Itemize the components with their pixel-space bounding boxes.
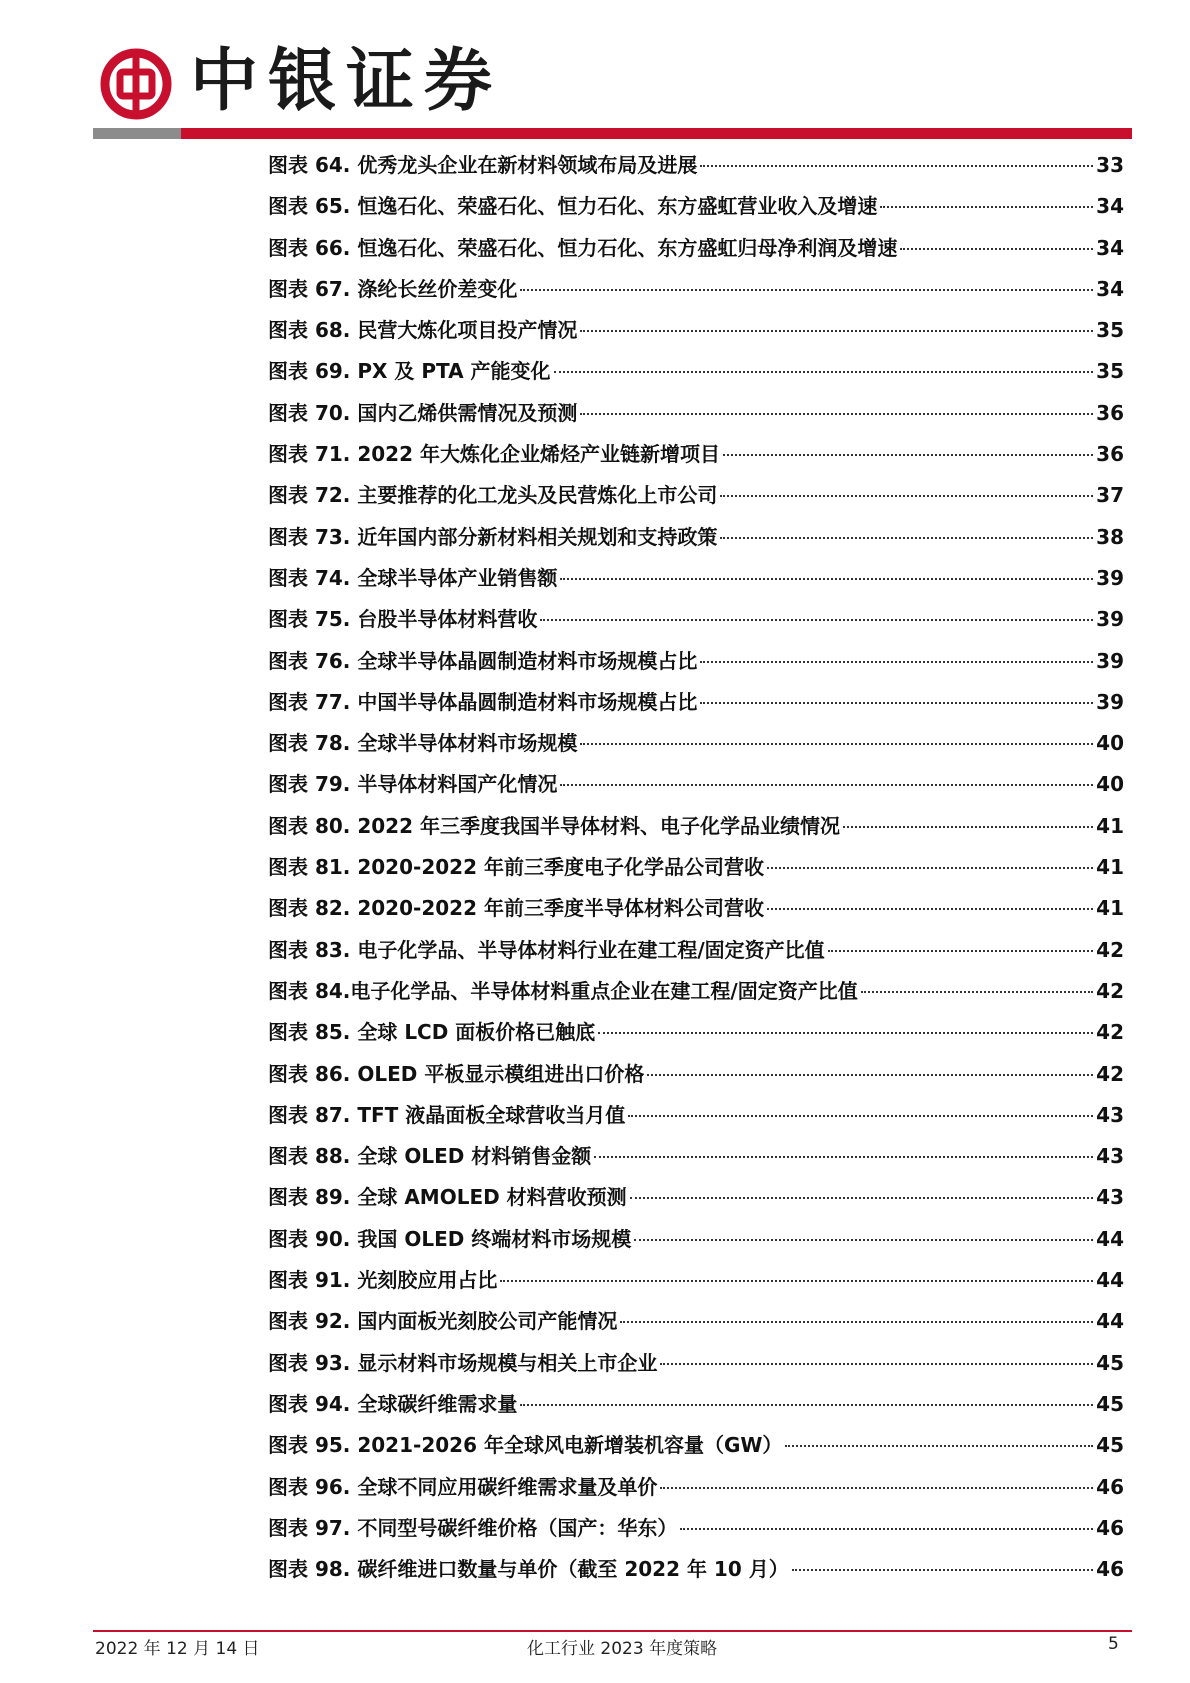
toc-entry-page: 34 xyxy=(1096,235,1124,260)
toc-entry[interactable] xyxy=(268,310,1124,351)
toc-entry-page: 44 xyxy=(1096,1226,1124,1251)
toc-entry-page: 43 xyxy=(1096,1144,1124,1169)
toc-entry-page: 39 xyxy=(1096,607,1124,632)
toc-entry-label: 图表 76. 全球半导体晶圆制造材料市场规模占比 xyxy=(268,648,698,673)
toc-leader-dots xyxy=(861,991,1093,993)
toc-entry-label: 图表 69. PX 及 PTA 产能变化 xyxy=(268,359,551,384)
toc-entry-label: 图表 67. 涤纶长丝价差变化 xyxy=(268,276,518,301)
toc-entry-label: 图表 90. 我国 OLED 终端材料市场规模 xyxy=(268,1226,632,1251)
footer-date: 2022 年 12 月 14 日 xyxy=(95,1639,260,1659)
toc-entry-page: 33 xyxy=(1096,153,1124,177)
toc-entry-page: 44 xyxy=(1096,1268,1124,1293)
toc-entry[interactable] xyxy=(268,475,1124,516)
toc-entry-page: 45 xyxy=(1096,1350,1124,1375)
toc-leader-dots xyxy=(630,1197,1093,1199)
toc-entry[interactable] xyxy=(268,764,1124,805)
toc-entry[interactable] xyxy=(268,1012,1124,1053)
toc-entry-label: 图表 78. 全球半导体材料市场规模 xyxy=(268,731,578,756)
toc-leader-dots xyxy=(700,702,1093,704)
toc-leader-dots xyxy=(900,248,1093,250)
toc-leader-dots xyxy=(700,661,1093,663)
toc-entry-label: 图表 73. 近年国内部分新材料相关规划和支持政策 xyxy=(268,524,718,549)
toc-entry-label: 图表 96. 全球不同应用碳纤维需求量及单价 xyxy=(268,1474,658,1499)
header-divider-red xyxy=(181,128,1132,139)
toc-leader-dots xyxy=(785,1445,1093,1447)
toc-leader-dots xyxy=(660,1487,1093,1489)
toc-entry-label: 图表 98. 碳纤维进口数量与单价（截至 2022 年 10 月） xyxy=(268,1557,789,1582)
toc-entry[interactable] xyxy=(268,806,1124,847)
toc-entry[interactable] xyxy=(268,351,1124,392)
toc-entry-page: 34 xyxy=(1096,194,1124,219)
toc-entry-page: 37 xyxy=(1096,483,1124,508)
toc-entry-page: 39 xyxy=(1096,648,1124,673)
toc-entry-page: 42 xyxy=(1096,937,1124,962)
toc-leader-dots xyxy=(828,950,1093,952)
toc-entry-label: 图表 82. 2020-2022 年前三季度半导体材料公司营收 xyxy=(268,896,764,921)
toc-entry-label: 图表 74. 全球半导体产业销售额 xyxy=(268,565,558,590)
footer-report-title: 化工行业 2023 年度策略 xyxy=(527,1639,718,1659)
header-divider-gray xyxy=(93,128,181,139)
toc-entry[interactable] xyxy=(268,1508,1124,1549)
toc-entry-page: 34 xyxy=(1096,276,1124,301)
toc-entry[interactable] xyxy=(268,228,1124,269)
toc-leader-dots xyxy=(634,1239,1093,1241)
toc-entry-page: 40 xyxy=(1096,772,1124,797)
toc-entry[interactable] xyxy=(268,1219,1124,1260)
footer-page-number: 5 xyxy=(1108,1634,1119,1654)
toc-entry-page: 42 xyxy=(1096,1061,1124,1086)
toc-leader-dots xyxy=(767,867,1093,869)
toc-leader-dots xyxy=(560,784,1093,786)
toc-entry[interactable] xyxy=(268,971,1124,1012)
toc-leader-dots xyxy=(620,1321,1093,1323)
toc-entry[interactable] xyxy=(268,1549,1124,1590)
toc-leader-dots xyxy=(540,619,1093,621)
toc-leader-dots xyxy=(580,330,1093,332)
toc-entry[interactable] xyxy=(268,847,1124,888)
toc-entry[interactable] xyxy=(268,888,1124,929)
toc-entry-label: 图表 65. 恒逸石化、荣盛石化、恒力石化、东方盛虹营业收入及增速 xyxy=(268,194,878,219)
toc-entry-label: 图表 95. 2021-2026 年全球风电新增装机容量（GW） xyxy=(268,1433,783,1458)
toc-entry-label: 图表 68. 民营大炼化项目投产情况 xyxy=(268,318,578,343)
toc-entry-label: 图表 94. 全球碳纤维需求量 xyxy=(268,1391,518,1416)
toc-entry-page: 35 xyxy=(1096,359,1124,384)
toc-leader-dots xyxy=(520,289,1093,291)
toc-entry-page: 41 xyxy=(1096,813,1124,838)
toc-entry[interactable] xyxy=(268,641,1124,682)
toc-entry[interactable] xyxy=(268,930,1124,971)
toc-entry-page: 39 xyxy=(1096,689,1124,714)
toc-leader-dots xyxy=(700,165,1093,167)
toc-entry-page: 45 xyxy=(1096,1433,1124,1458)
toc-entry-page: 42 xyxy=(1096,1020,1124,1045)
toc-entry-page: 36 xyxy=(1096,400,1124,425)
toc-entry[interactable] xyxy=(268,599,1124,640)
toc-entry[interactable] xyxy=(268,1343,1124,1384)
toc-leader-dots xyxy=(647,1074,1093,1076)
toc-leader-dots xyxy=(880,206,1093,208)
toc-entry-page: 41 xyxy=(1096,855,1124,880)
toc-entry-page: 35 xyxy=(1096,318,1124,343)
toc-entry[interactable] xyxy=(268,682,1124,723)
toc-entry-label: 图表 91. 光刻胶应用占比 xyxy=(268,1268,498,1293)
toc-entry-label: 图表 64. 优秀龙头企业在新材料领域布局及进展 xyxy=(268,153,698,177)
toc-entry-label: 图表 84.电子化学品、半导体材料重点企业在建工程/固定资产比值 xyxy=(268,978,858,1003)
toc-entry-label: 图表 70. 国内乙烯供需情况及预测 xyxy=(268,400,578,425)
bank-of-china-logo-icon xyxy=(100,48,172,120)
toc-leader-dots xyxy=(520,1404,1093,1406)
toc-leader-dots xyxy=(628,1115,1093,1117)
toc-leader-dots xyxy=(598,1032,1093,1034)
page-header xyxy=(0,0,1190,140)
toc-entry-label: 图表 92. 国内面板光刻胶公司产能情况 xyxy=(268,1309,618,1334)
toc-leader-dots xyxy=(792,1569,1093,1571)
toc-leader-dots xyxy=(554,371,1094,373)
toc-entry-page: 46 xyxy=(1096,1474,1124,1499)
toc-entry-page: 44 xyxy=(1096,1309,1124,1334)
toc-entry-label: 图表 85. 全球 LCD 面板价格已触底 xyxy=(268,1020,596,1045)
toc-entry[interactable] xyxy=(268,558,1124,599)
toc-leader-dots xyxy=(594,1156,1093,1158)
toc-entry-page: 46 xyxy=(1096,1557,1124,1582)
toc-entry[interactable] xyxy=(268,1177,1124,1218)
toc-entry-page: 45 xyxy=(1096,1391,1124,1416)
toc-leader-dots xyxy=(580,743,1093,745)
toc-entry-page: 42 xyxy=(1096,978,1124,1003)
toc-entry-label: 图表 89. 全球 AMOLED 材料营收预测 xyxy=(268,1185,627,1210)
toc-entry-page: 43 xyxy=(1096,1102,1124,1127)
toc-entry-label: 图表 79. 半导体材料国产化情况 xyxy=(268,772,558,797)
toc-entry-label: 图表 66. 恒逸石化、荣盛石化、恒力石化、东方盛虹归母净利润及增速 xyxy=(268,235,898,260)
toc-entry-label: 图表 97. 不同型号碳纤维价格（国产：华东） xyxy=(268,1515,678,1540)
toc-entry[interactable] xyxy=(268,186,1124,227)
toc-entry-label: 图表 81. 2020-2022 年前三季度电子化学品公司营收 xyxy=(268,855,764,880)
toc-entry[interactable] xyxy=(268,393,1124,434)
toc-entry[interactable] xyxy=(268,1260,1124,1301)
toc-leader-dots xyxy=(843,826,1093,828)
toc-entry-label: 图表 93. 显示材料市场规模与相关上市企业 xyxy=(268,1350,658,1375)
toc-entry-page: 41 xyxy=(1096,896,1124,921)
toc-entry[interactable] xyxy=(268,1301,1124,1342)
toc-entry-label: 图表 88. 全球 OLED 材料销售金额 xyxy=(268,1144,592,1169)
toc-entry[interactable] xyxy=(268,1467,1124,1508)
toc-entry-page: 40 xyxy=(1096,731,1124,756)
toc-entry[interactable] xyxy=(268,517,1124,558)
toc-entry-label: 图表 77. 中国半导体晶圆制造材料市场规模占比 xyxy=(268,689,698,714)
toc-leader-dots xyxy=(580,413,1093,415)
toc-entry-label: 图表 75. 台股半导体材料营收 xyxy=(268,607,538,632)
toc-entry[interactable] xyxy=(268,723,1124,764)
toc-entry-page: 43 xyxy=(1096,1185,1124,1210)
toc-leader-dots xyxy=(720,495,1093,497)
toc-leader-dots xyxy=(660,1363,1093,1365)
figure-table-of-contents xyxy=(268,145,1124,1590)
toc-entry[interactable] xyxy=(268,1095,1124,1136)
toc-leader-dots xyxy=(720,537,1093,539)
toc-entry-label: 图表 83. 电子化学品、半导体材料行业在建工程/固定资产比值 xyxy=(268,937,825,962)
toc-entry-label: 图表 86. OLED 平板显示模组进出口价格 xyxy=(268,1061,645,1086)
toc-leader-dots xyxy=(500,1280,1093,1282)
toc-entry-label: 图表 72. 主要推荐的化工龙头及民营炼化上市公司 xyxy=(268,483,718,508)
toc-entry[interactable] xyxy=(268,269,1124,310)
toc-entry[interactable] xyxy=(268,1136,1124,1177)
brand-name: 中银证券 xyxy=(190,42,503,121)
toc-entry[interactable] xyxy=(268,434,1124,475)
toc-entry-page: 46 xyxy=(1096,1515,1124,1540)
toc-leader-dots xyxy=(767,908,1093,910)
toc-entry[interactable] xyxy=(268,145,1124,186)
toc-entry[interactable] xyxy=(268,1384,1124,1425)
toc-entry-page: 38 xyxy=(1096,524,1124,549)
toc-entry[interactable] xyxy=(268,1425,1124,1466)
toc-entry[interactable] xyxy=(268,1054,1124,1095)
toc-entry-label: 图表 87. TFT 液晶面板全球营收当月值 xyxy=(268,1102,626,1127)
toc-leader-dots xyxy=(723,454,1093,456)
toc-entry-page: 39 xyxy=(1096,565,1124,590)
toc-leader-dots xyxy=(560,578,1093,580)
toc-entry-page: 36 xyxy=(1096,442,1124,467)
footer-divider xyxy=(93,1630,1132,1632)
toc-leader-dots xyxy=(680,1528,1093,1530)
toc-entry-label: 图表 71. 2022 年大炼化企业烯烃产业链新增项目 xyxy=(268,442,720,467)
toc-entry-label: 图表 80. 2022 年三季度我国半导体材料、电子化学品业绩情况 xyxy=(268,813,840,838)
